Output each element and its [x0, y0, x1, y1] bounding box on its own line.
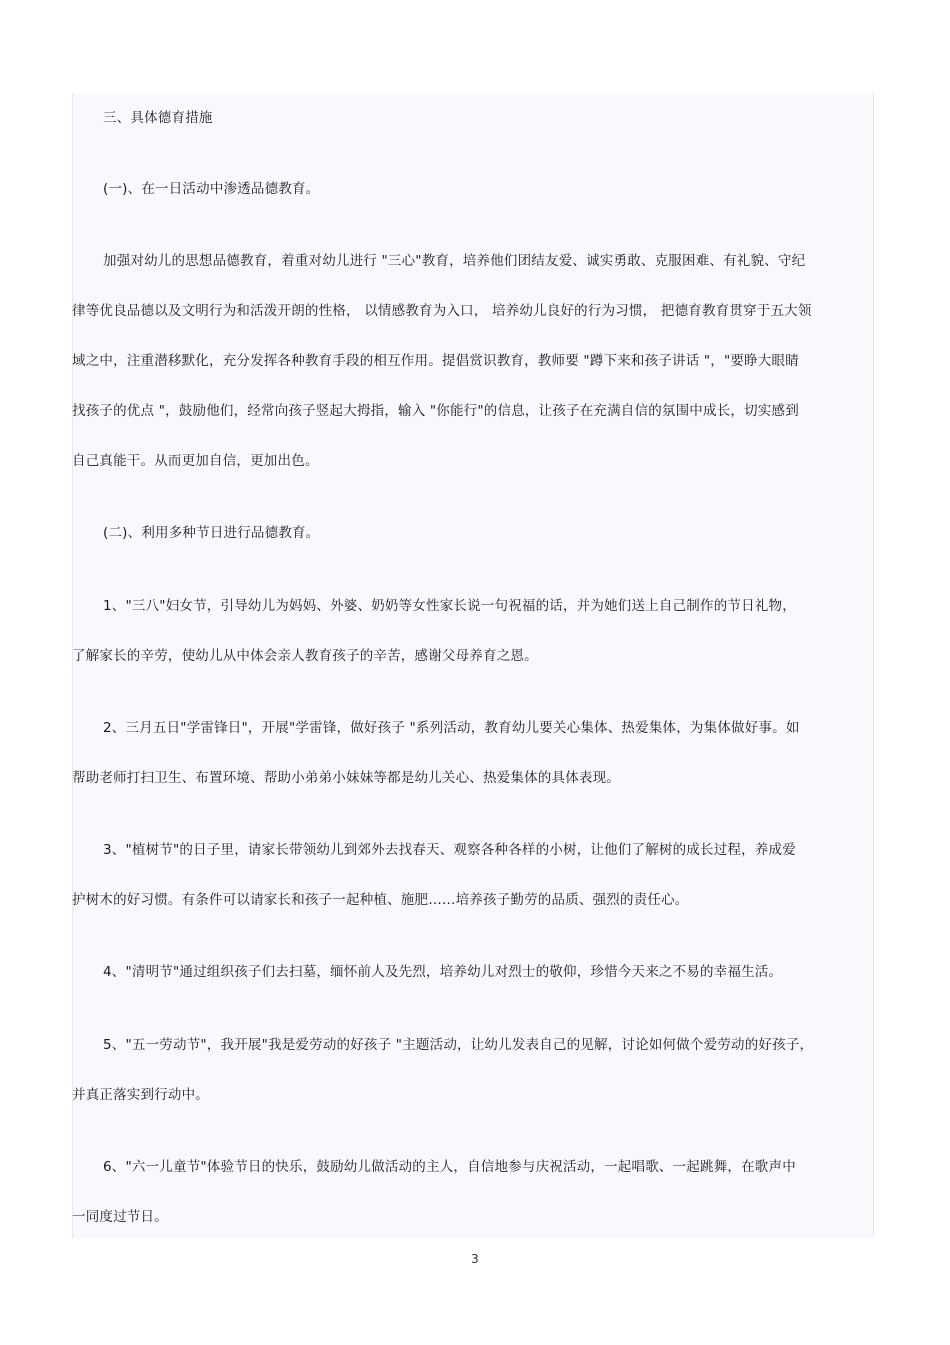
list-item-continuation: 并真正落实到行动中。 — [72, 1087, 209, 1103]
list-item: 5、"五一劳动节"，我开展"我是爱劳动的好孩子 "主题活动，让幼儿发表自己的见解，讨论如何做个爱劳动的好孩子， — [103, 1037, 814, 1053]
section-heading: 三、具体德育措施 — [103, 110, 213, 126]
paragraph-line: 域之中，注重潜移默化，充分发挥各种教育手段的相互作用。提倡赏识教育，教师要 "蹲下来和孩子讲话 "，"要睁大眼睛 — [72, 353, 799, 369]
paragraph-line: 加强对幼儿的思想品德教育，着重对幼儿进行 "三心"教育，培养他们团结友爱、诚实勇敢、克服困难、有礼貌、守纪 — [103, 253, 806, 269]
list-item: 6、"六一儿童节"体验节日的快乐，鼓励幼儿做活动的主人，自信地参与庆祝活动，一起唱歌、一起跳舞，在歌声中 — [103, 1159, 796, 1175]
list-item: 1、"三八"妇女节，引导幼儿为妈妈、外婆、奶奶等女性家长说一句祝福的话，并为她们送上自己制作的节日礼物， — [103, 598, 796, 614]
list-item-continuation: 了解家长的辛劳，使幼儿从中体会亲人教育孩子的辛苦，感谢父母养育之恩。 — [72, 648, 538, 664]
list-item: 2、三月五日"学雷锋日"，开展"学雷锋，做好孩子 "系列活动，教育幼儿要关心集体、热爱集体，为集体做好事。如 — [103, 720, 800, 736]
list-item: 3、"植树节"的日子里，请家长带领幼儿到郊外去找春天、观察各种各样的小树，让他们了解树的成长过程，养成爱 — [103, 842, 796, 858]
list-item: 4、"清明节"通过组织孩子们去扫墓，缅怀前人及先烈，培养幼儿对烈士的敬仰，珍惜今天来之不易的幸福生活。 — [103, 964, 783, 980]
paragraph-line: 找孩子的优点 "，鼓励他们，经常向孩子竖起大拇指，输入 "你能行"的信息，让孩子在充满自信的氛围中成长，切实感到 — [72, 403, 799, 419]
list-item-continuation: 帮助老师打扫卫生、布置环境、帮助小弟弟小妹妹等都是幼儿关心、热爱集体的具体表现。 — [72, 770, 620, 786]
paragraph-line: 自己真能干。从而更加自信，更加出色。 — [72, 453, 319, 469]
list-item-continuation: 护树木的好习惯。有条件可以请家长和孩子一起种植、施肥……培养孩子勤劳的品质、强烈的责任心。 — [72, 892, 689, 908]
subsection-heading-1: (一)、在一日活动中渗透品德教育。 — [103, 181, 320, 197]
list-item-continuation: 一同度过节日。 — [72, 1209, 168, 1225]
paragraph-line: 律等优良品德以及文明行为和活泼开朗的性格， 以情感教育为入口， 培养幼儿良好的行为习惯， 把德育教育贯穿于五大领 — [72, 303, 812, 319]
page-number: 3 — [471, 1252, 479, 1266]
subsection-heading-2: (二)、利用多种节日进行品德教育。 — [103, 525, 320, 541]
